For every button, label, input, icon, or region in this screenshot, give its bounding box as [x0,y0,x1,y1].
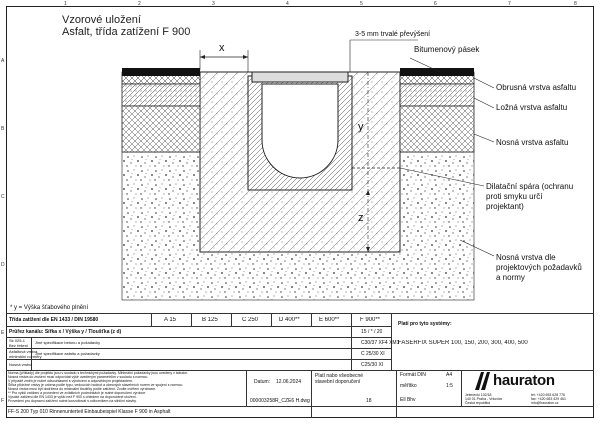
tb-text: fax: +420 653 429 461 [531,397,566,401]
tb-row5-value: C25/30 XI [361,362,384,368]
callout-line: Dilatační spára (ochranu [486,182,574,191]
tb-text: minimální rozměry [9,354,42,359]
binder-layer-left [122,84,200,106]
border-tick: 5 [360,1,363,7]
tb-note: Norma (příklady) dle projektu jsou v souladu s technickými požadavky. Minimální požadavky jsou uvedeny v tabulce. [8,371,189,375]
tb-note: Vysoké zatížení dle EN 1433 je vyšší než F 900 s ohledem na doporučené uložení. [8,395,137,399]
tb-col-divider [151,313,152,326]
leader-binder [474,98,494,108]
tb-note: Nosná vrstva musí být dodržena do minimální tloušťky podle zatížení. Zvolte ověření výrobcem. [8,387,157,391]
tb-row-divider [6,337,391,338]
border-tick: A [1,58,5,64]
channel-inner [262,84,338,178]
load-class-f900: F 900** [360,317,381,323]
tb-date-label: Datum: [254,379,271,385]
tb-col-divider [311,370,312,418]
tb-col-divider [311,313,312,326]
load-class-b125: B 125 [202,317,218,323]
leader-base [474,134,494,142]
border-tick: 7 [508,1,511,7]
title-line-1: Vzorové uložení [62,14,141,26]
tb-row-divider [6,406,594,407]
tb-text: stavební doporučení [315,379,361,385]
callout-line: Nosná vrstva dle [496,253,556,262]
tb-note: ** Pro vyšší zatížení a provedení ve zvláštních podmínkách je nutné doporučení výrobce. [8,391,147,395]
tb-status [315,373,363,385]
tb-date: 12.06.2024 [276,379,302,385]
callout-line: a normy [496,273,525,282]
border-tick: E [1,330,5,336]
tb-text: Sk 025-1 [9,338,26,343]
tb-row3-value: C30/37 XF4 XM1 [361,340,400,346]
callout-expansion-joint [486,182,573,212]
border-tick: F [1,398,5,404]
border-tick: B [1,126,5,132]
border-tick: 2 [138,1,141,7]
title-line-2: Asfalt, třída zatížení F 900 [62,26,191,38]
callout-base-layer: Nosná vrstva asfaltu [496,138,569,147]
tb-row-divider [6,313,594,314]
gap-dimension-label: 3-5 mm trvalé převýšení [355,31,431,38]
binder-layer-right [400,84,474,106]
tb-col-divider [271,313,272,326]
base-layer-right [400,106,474,152]
base-layer-left [122,106,200,152]
bitumen-tape-left [122,68,200,76]
tb-text: tel: +420 653 628 776 [531,393,565,397]
tb-note: Šířka přídržné vrstvy je určena podle typu, vedoucích hodnot a obecných stavebních norem ve spojení s normou. [8,383,184,387]
tb-col-divider [351,313,352,370]
footnote: * y = Výška šťabového plnění [10,305,89,311]
grating [252,72,348,82]
bitumen-tape-right [400,68,474,76]
tb-notes [8,371,244,403]
company-name: hauraton [493,372,555,389]
tb-text: info@hauraton.cz [531,401,559,405]
tb-drawn: Ell Bhv [400,397,416,403]
tb-text: Česká republika [465,401,491,405]
tb-scale: 1:5 [446,383,453,389]
callout-line: proti smyku určí [486,192,543,201]
callout-bitumen-tape: Bitumenový pásek [414,45,480,54]
tb-row4-b: Jiné specifikace asfaltu a požadavky [35,351,100,356]
tb-row3-b: Jiné specifikace betonu a požadavky [35,340,101,345]
callout-wear-layer: Obrusná vrstva asfaltu [496,83,577,92]
tb-row-divider [6,359,391,360]
tb-col-divider [231,313,232,326]
tb-text: Bez řešení [9,343,29,348]
tb-row3-a [9,338,28,348]
border-tick: C [1,194,5,200]
load-class-e600: E 600** [319,317,340,323]
tb-text: Jeleneckí 102/18 [465,393,492,397]
border-tick: 6 [434,1,437,7]
tb-product: FASERFIX SUPER 100, 150, 200, 300, 400, 500 [398,340,528,346]
load-class-c250: C 250 [242,317,259,323]
tb-address [465,393,502,405]
tb-sheet: 18 [366,398,372,404]
load-class-d400: D 400** [279,317,300,323]
load-class-a15: A 15 [164,317,177,323]
hauraton-logo [473,370,553,392]
callout-line: projektových požadavků [496,263,582,272]
callout-line: projektant) [486,202,524,211]
tb-note: V případě změn je nutné odsouhlasení s výrobcem a odpovědným projektantem. [8,379,133,383]
z-dimension-label: z [358,212,364,224]
border-tick: 4 [286,1,289,7]
tb-row-divider [6,326,391,327]
tb-col-divider [396,370,397,418]
tb-col-divider [191,313,192,326]
border-tick: 8 [574,1,577,7]
tb-format: A4 [446,372,453,378]
tb-note: Provedení pro dopravní zatížení nutné konzultovat s odborníkem na silniční stavby. [8,399,137,403]
x-dimension-label: x [219,42,225,54]
tb-note: Nosná vrstva do zrušení musí odpovídat výše uvedeným parametrům v souladu s normou. [8,375,149,379]
border-tick: D [1,262,5,268]
border-tick: 3 [212,1,215,7]
title-block [6,313,594,418]
tb-row5-a: Nosná vrstva [9,362,33,367]
tb-product-label: Platí pro tyto systémy: [398,321,452,327]
tb-col-divider [461,370,462,406]
callout-sub-base [496,253,582,283]
tb-format-label: Formát DIN [400,372,426,378]
tb-scale-label: měřítko [400,383,417,389]
tb-text: Asfaltová vrstva [9,349,38,354]
tb-section-label: Průřez kanálu: Šířka x / Výška y / Tloušťka (z d) [9,329,122,335]
tb-load-class-label: Třída zatížení dle EN 1433 / DIN 19580 [9,317,99,323]
tb-row4-value: C 25/30 XI [361,351,385,357]
leader-wear [474,78,494,88]
tb-col-divider [246,370,247,406]
tb-footer: FF-S 200 Typ 010 Rinnenunterteil Einbaubeispiel Klasse F 900 in Asphalt [8,409,171,415]
tb-text: 140 01 Praha - Vršovice [465,397,503,401]
tb-text: Platí nabo všeobecné [315,373,364,379]
border-tick: 1 [64,1,67,7]
y-dimension-label: y [358,121,364,133]
x-dim-arrow-right [243,55,248,59]
tb-contact [531,393,566,405]
callout-binder-layer: Ložná vrstva asfaltu [496,103,568,112]
tb-drawing-no: 000003258R_CZE6 H.dwg [250,398,310,404]
x-dim-arrow-left [200,55,205,59]
tb-section-value: 15 / * / 20 [361,329,383,335]
tb-row-divider [6,348,391,349]
